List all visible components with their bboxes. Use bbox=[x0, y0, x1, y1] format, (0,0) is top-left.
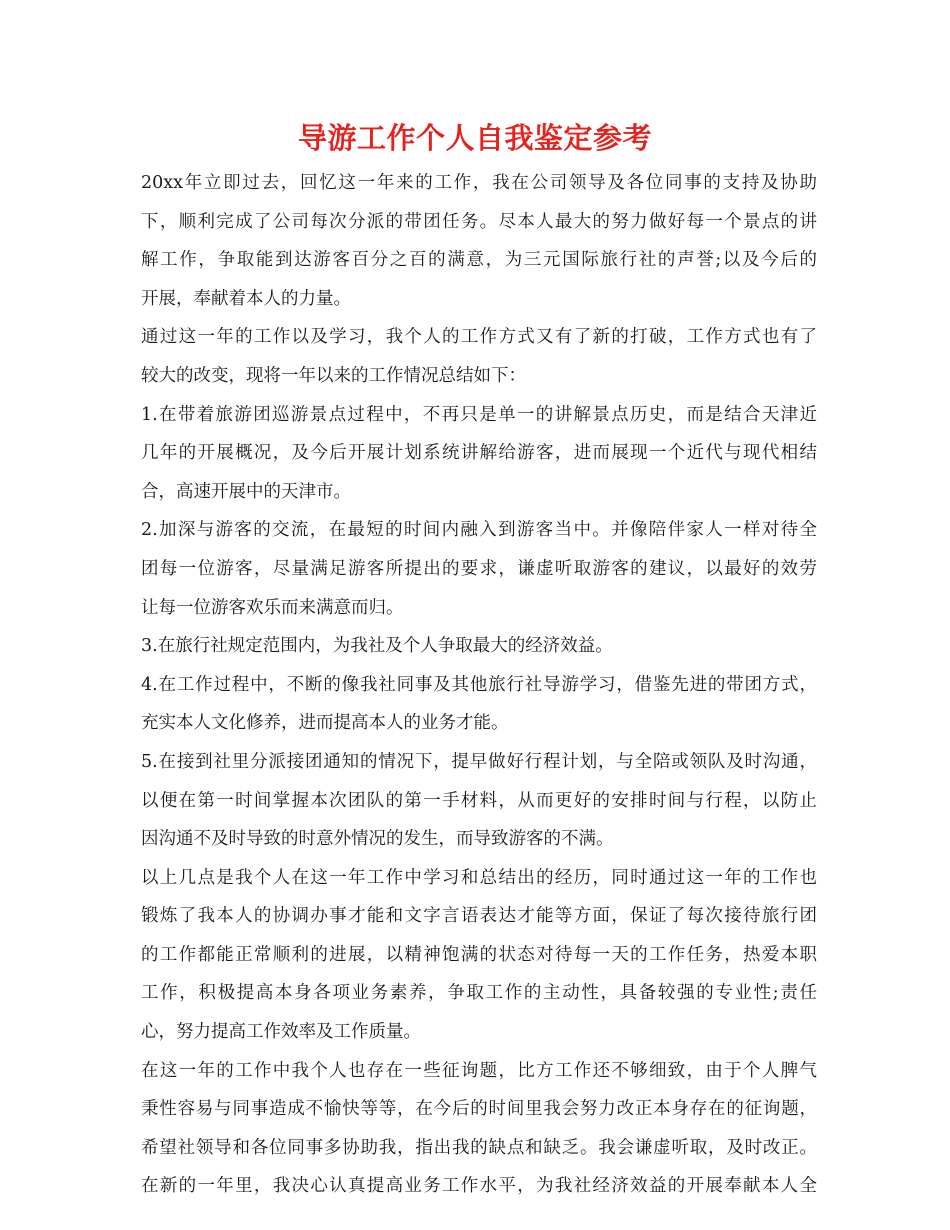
text-line: 2.加深与游客的交流，在最短的时间内融入到游客当中。并像陪伴家人一样对待全 bbox=[141, 520, 817, 541]
text-line: 秉性容易与同事造成不愉快等等，在今后的时间里我会努力改正本身存在的征询题， bbox=[141, 1099, 817, 1120]
text-line: 解工作，争取能到达游客百分之百的满意，为三元国际旅行社的声誉;以及今后的 bbox=[141, 250, 817, 271]
text-line: 以上几点是我个人在这一年工作中学习和总结出的经历，同时通过这一年的工作也 bbox=[141, 867, 817, 888]
text-line: 让每一位游客欢乐而来满意而归。 bbox=[141, 597, 404, 618]
text-line: 锻炼了我本人的协调办事才能和文字言语表达才能等方面，保证了每次接待旅行团 bbox=[141, 906, 817, 927]
text-line: 下，顺利完成了公司每次分派的带团任务。尽本人最大的努力做好每一个景点的讲 bbox=[141, 211, 817, 232]
text-line: 希望社领导和各位同事多协助我，指出我的缺点和缺乏。我会谦虚听取，及时改正。 bbox=[141, 1137, 817, 1158]
text-line: 3.在旅行社规定范围内，为我社及个人争取最大的经济效益。 bbox=[141, 636, 613, 657]
text-line: 开展，奉献着本人的力量。 bbox=[141, 288, 351, 309]
document-body bbox=[141, 164, 817, 1206]
text-line: 通过这一年的工作以及学习，我个人的工作方式又有了新的打破，工作方式也有了 bbox=[141, 327, 817, 348]
text-line: 合，高速开展中的天津市。 bbox=[141, 481, 351, 502]
document-title: 导游工作个人自我鉴定参考 bbox=[297, 121, 652, 155]
text-line: 在新的一年里，我决心认真提高业务工作水平，为我社经济效益的开展奉献本人全 bbox=[141, 1176, 817, 1197]
text-line: 较大的改变，现将一年以来的工作情况总结如下： bbox=[141, 365, 526, 386]
text-line: 充实本人文化修养，进而提高本人的业务才能。 bbox=[141, 713, 509, 734]
text-line: 以便在第一时间掌握本次团队的第一手材料，从而更好的安排时间与行程，以防止 bbox=[141, 790, 817, 811]
text-line: 的工作都能正常顺利的进展，以精神饱满的状态对待每一天的工作任务，热爱本职 bbox=[141, 944, 817, 965]
text-line: 5.在接到社里分派接团通知的情况下，提早做好行程计划，与全陪或领队及时沟通， bbox=[141, 751, 817, 772]
text-line: 因沟通不及时导致的时意外情况的发生，而导致游客的不满。 bbox=[141, 829, 614, 850]
text-line: 团每一位游客，尽量满足游客所提出的要求，谦虚听取游客的建议，以最好的效劳 bbox=[141, 558, 817, 579]
text-line: 4.在工作过程中，不断的像我社同事及其他旅行社导游学习，借鉴先进的带团方式， bbox=[141, 674, 817, 695]
text-line: 心，努力提高工作效率及工作质量。 bbox=[141, 1022, 421, 1043]
text-line: 1.在带着旅游团巡游景点过程中，不再只是单一的讲解景点历史，而是结合天津近 bbox=[141, 404, 817, 425]
text-line: 工作，积极提高本身各项业务素养，争取工作的主动性，具备较强的专业性;责任 bbox=[141, 983, 817, 1004]
text-line: 在这一年的工作中我个人也存在一些征询题，比方工作还不够细致，由于个人脾气 bbox=[141, 1060, 817, 1081]
text-line: 20xx年立即过去，回忆这一年来的工作，我在公司领导及各位同事的支持及协助 bbox=[141, 173, 817, 193]
text-line: 几年的开展概况，及今后开展计划系统讲解给游客，进而展现一个近代与现代相结 bbox=[141, 443, 817, 464]
